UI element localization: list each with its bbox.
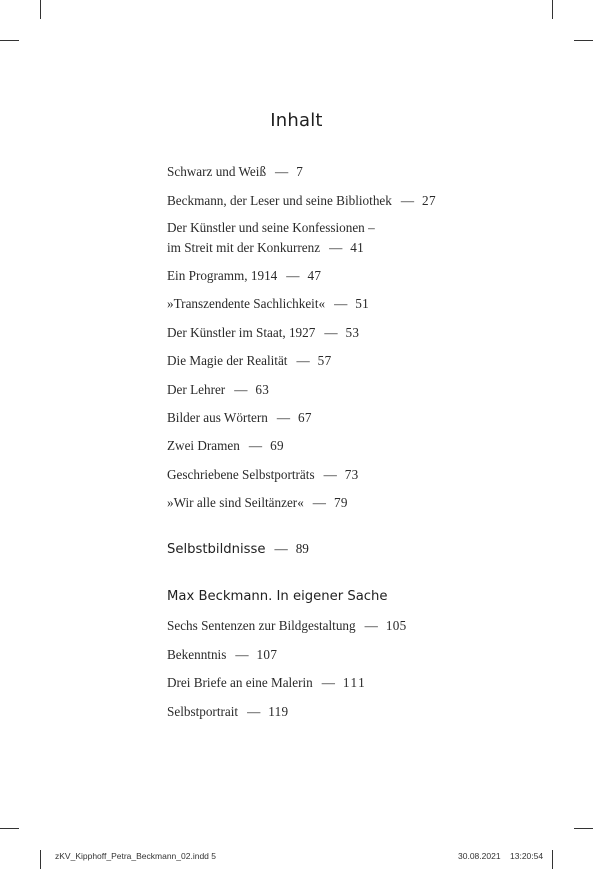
- crop-mark-bottom-right-h: [574, 828, 593, 829]
- toc-entry: [167, 494, 348, 512]
- toc-dash: —: [323, 467, 337, 482]
- toc-entry-title: Der Lehrer: [167, 382, 226, 397]
- toc-entry-title: Geschriebene Selbstporträts: [167, 467, 315, 482]
- toc-entry-page: 57: [317, 353, 332, 368]
- toc-entry-title: im Streit mit der Konkurrenz: [167, 240, 321, 255]
- toc-entry: [167, 437, 284, 455]
- print-slug-time: 13:20:54: [510, 851, 544, 861]
- toc-dash: —: [312, 495, 326, 510]
- toc-entry-page: 53: [345, 325, 360, 340]
- crop-mark-bottom-left-v: [40, 850, 41, 869]
- toc-dash: —: [248, 438, 263, 453]
- toc-entry-title: Sechs Sentenzen zur Bildgestaltung: [167, 618, 356, 633]
- toc-entry-title: Schwarz und Weiß: [167, 164, 267, 179]
- toc-entry: [167, 324, 359, 342]
- toc-entry: [167, 646, 277, 664]
- toc-dash: —: [274, 541, 288, 556]
- toc-entry-title: Der Künstler im Staat, 1927: [167, 325, 316, 340]
- toc-entry-page: 67: [298, 410, 312, 425]
- toc-section-eigene-sache: [167, 588, 388, 606]
- toc-dash: —: [286, 268, 300, 283]
- toc-section-selbstbildnisse: [167, 540, 309, 559]
- toc-entry: [167, 192, 436, 210]
- toc-dash: —: [334, 296, 348, 311]
- toc-dash: —: [364, 618, 378, 633]
- toc-dash: —: [321, 675, 335, 690]
- toc-section-title: Selbstbildnisse: [167, 542, 266, 557]
- crop-mark-top-left-h: [0, 40, 19, 41]
- toc-dash: —: [276, 410, 291, 425]
- toc-entry-page: 111: [342, 675, 367, 690]
- crop-mark-bottom-right-v: [552, 850, 553, 869]
- toc-entry-title-line1: Der Künstler und seine Konfessionen –: [167, 220, 375, 235]
- toc-entry-page: 73: [344, 467, 359, 482]
- crop-mark-bottom-left-h: [0, 828, 19, 829]
- toc-entry: [167, 267, 321, 285]
- toc-section-title: Max Beckmann. In eigener Sache: [167, 589, 388, 604]
- toc-entry: [167, 352, 331, 370]
- toc-entry-title: Selbstportrait: [167, 704, 239, 719]
- toc-entry: [167, 466, 359, 484]
- toc-entry-title: »Transzendente Sachlichkeit«: [167, 296, 326, 311]
- toc-dash: —: [329, 240, 343, 255]
- print-slug-date: 30.08.2021: [458, 851, 501, 861]
- toc-entry-title: Bekenntnis: [167, 647, 227, 662]
- toc-dash: —: [275, 164, 289, 179]
- toc-entry: [167, 219, 375, 237]
- toc-entry-page: 105: [385, 618, 407, 633]
- toc-entry: [167, 703, 288, 721]
- toc-entry: [167, 674, 366, 692]
- toc-dash: —: [296, 353, 310, 368]
- toc-entry-page: 47: [307, 268, 322, 283]
- toc-entry-title: Drei Briefe an eine Malerin: [167, 675, 313, 690]
- toc-entry-title: Beckmann, der Leser und seine Bibliothek: [167, 193, 392, 208]
- toc-entry-page: 79: [333, 495, 348, 510]
- toc-entry-title: Bilder aus Wörtern: [167, 410, 268, 425]
- crop-mark-top-left-v: [40, 0, 41, 19]
- crop-mark-top-right-v: [552, 0, 553, 19]
- toc-entry-title: Die Magie der Realität: [167, 353, 288, 368]
- toc-entry-page: 119: [268, 704, 289, 719]
- toc-dash: —: [247, 704, 261, 719]
- toc-entry: [167, 381, 269, 399]
- toc-section-page: 89: [295, 541, 309, 556]
- page-title: Inhalt: [270, 110, 323, 131]
- toc-entry: [167, 239, 364, 257]
- toc-entry: [167, 617, 407, 635]
- toc-dash: —: [324, 325, 338, 340]
- print-slug-file: zKV_Kipphoff_Petra_Beckmann_02.indd 5: [55, 851, 216, 861]
- toc-dash: —: [235, 647, 249, 662]
- toc-entry-title: »Wir alle sind Seiltänzer«: [167, 495, 304, 510]
- toc-entry-page: 69: [270, 438, 284, 453]
- toc-dash: —: [400, 193, 415, 208]
- toc-entry-page: 41: [350, 240, 365, 255]
- toc-entry-title: Ein Programm, 1914: [167, 268, 278, 283]
- toc-entry: [167, 163, 303, 181]
- toc-entry-page: 7: [296, 164, 304, 179]
- toc-entry-page: 51: [355, 296, 370, 311]
- toc-entry-page: 63: [255, 382, 270, 397]
- toc-dash: —: [234, 382, 248, 397]
- toc-entry: [167, 295, 369, 313]
- toc-entry: [167, 409, 312, 427]
- crop-mark-top-right-h: [574, 40, 593, 41]
- toc-entry-page: 107: [256, 647, 278, 662]
- toc-entry-page: 27: [422, 193, 436, 208]
- toc-entry-title: Zwei Dramen: [167, 438, 240, 453]
